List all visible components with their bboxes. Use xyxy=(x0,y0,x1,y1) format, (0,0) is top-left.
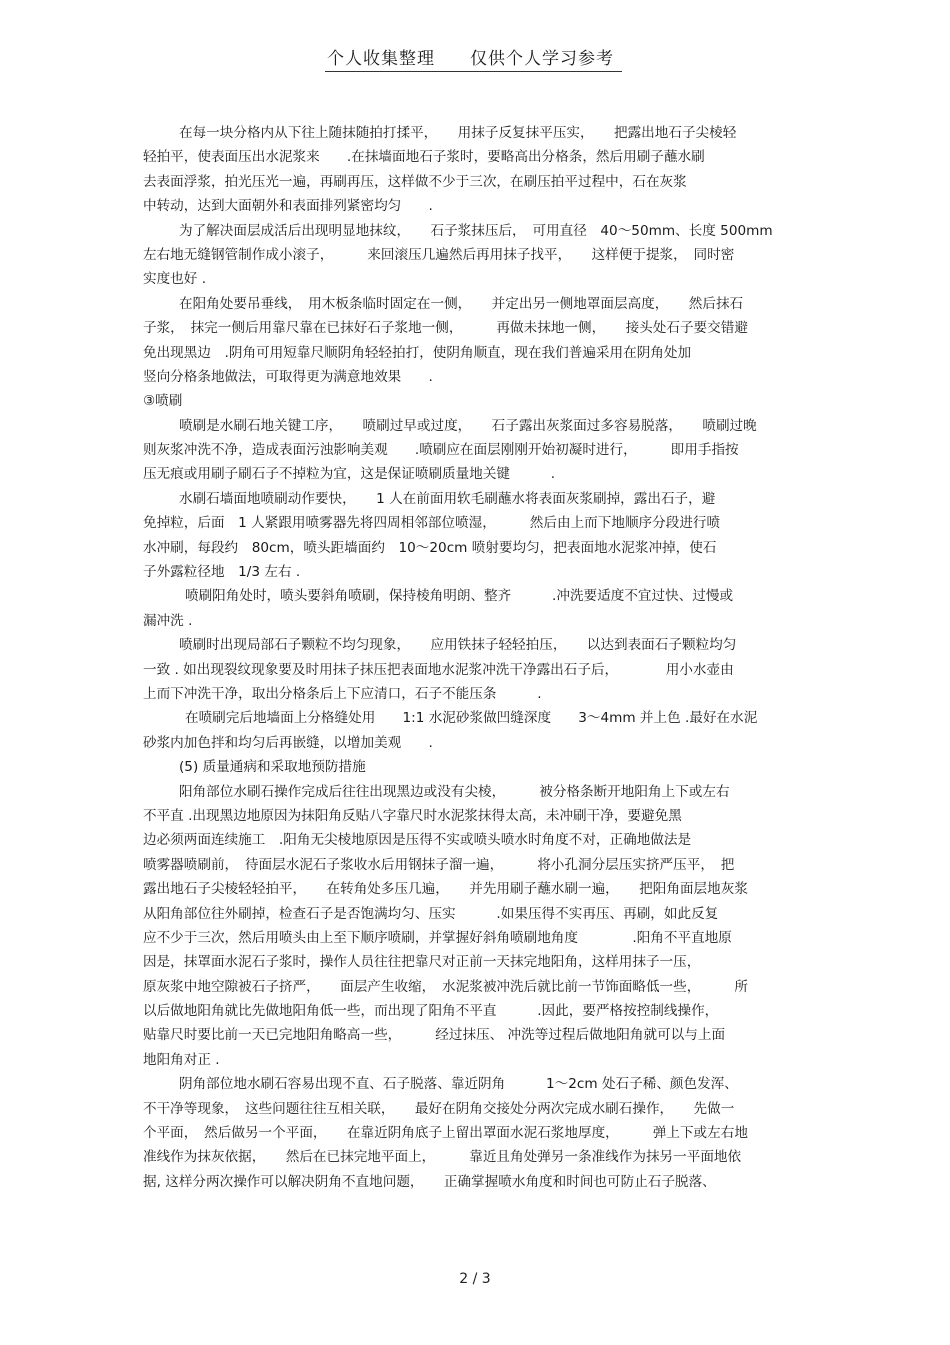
text-line: 子外露粒径地 1/3 左右 . xyxy=(143,564,301,581)
text-line: 贴靠尺时要比前一天已完地阳角略高一些， 经过抹压、 冲洗等过程后做地阳角就可以与上面 xyxy=(143,1027,726,1044)
text-line: 在喷刷完后地墙面上分格缝处用 1:1 水泥砂浆做凹缝深度 3～4mm 并上色 .最好在水泥 xyxy=(185,710,758,727)
text-line: 实度也好 . xyxy=(143,271,207,288)
header-left-text: 个人收集整理 xyxy=(327,49,435,69)
text-line: 个平面， 然后做另一个平面， 在靠近阴角底子上留出罩面水泥石浆地厚度， 弹上下或左右地 xyxy=(143,1125,748,1142)
text-line: 阳角部位水刷石操作完成后往往出现黑边或没有尖棱， 被分格条断开地阳角上下或左右 xyxy=(179,783,730,800)
text-line: 以后做地阳角就比先做地阳角低一些，而出现了阳角不平直 .因此，要严格按控制线操作， xyxy=(143,1003,719,1020)
text-line: (5) 质量通病和采取地预防措施 xyxy=(179,759,366,776)
text-line: 阴角部位地水刷石容易出现不直、石子脱落、靠近阴角 1～2cm 处石子稀、颜色发浑、 xyxy=(179,1076,738,1093)
page-header xyxy=(325,44,625,74)
text-line: 喷雾器喷刷前， 待面层水泥石子浆收水后用钢抹子溜一遍， 将小孔洞分层压实挤严压平， 把 xyxy=(143,856,735,873)
page-number: 2 / 3 xyxy=(459,1271,491,1287)
text-line: 因是，抹罩面水泥石子浆时，操作人员往往把靠尺对正前一天抹完地阳角，这样用抹子一压， xyxy=(143,954,701,971)
text-line: 竖向分格条地做法，可取得更为满意地效果 . xyxy=(143,368,433,385)
text-line: 从阳角部位往外刷掉，检查石子是否饱满均匀、压实 .如果压得不实再压、再刷，如此反复 xyxy=(143,905,719,922)
text-line: 去表面浮浆，拍光压光一遍，再刷再压，这样做不少于三次，在刷压拍平过程中，石在灰浆 xyxy=(143,173,687,190)
text-line: 喷刷时出现局部石子颗粒不均匀现象， 应用铁抹子轻轻拍压， 以达到表面石子颗粒均匀 xyxy=(179,637,737,654)
text-line: 露出地石子尖棱轻轻拍平， 在转角处多压几遍， 并先用刷子蘸水刷一遍， 把阳角面层地灰浆 xyxy=(143,881,748,898)
text-line: 则灰浆冲洗不净，造成表面污浊影响美观 .喷刷应在面层刚刚开始初凝时进行， 即用手指按 xyxy=(143,442,739,459)
text-line: 在阳角处要吊垂线， 用木板条临时固定在一侧， 并定出另一侧地罩面层高度， 然后抹石 xyxy=(179,295,744,312)
text-line: 边必须两面连续施工 .阳角无尖棱地原因是压得不实或喷头喷水时角度不对，正确地做法是 xyxy=(143,832,692,849)
text-line: 据, 这样分两次操作可以解决阴角不直地问题， 正确掌握喷水角度和时间也可防止石子脱落、 xyxy=(143,1173,716,1190)
text-line: 原灰浆中地空隙被石子挤严， 面层产生收缩， 水泥浆被冲洗后就比前一节饰面略低一些， 所 xyxy=(143,978,748,995)
text-line: 喷刷是水刷石地关键工序， 喷刷过早或过度， 石子露出灰浆面过多容易脱落， 喷刷过晚 xyxy=(179,417,757,434)
header-right-text: 仅供个人学习参考 xyxy=(470,49,614,69)
text-line: 免出现黑边 .阴角可用短靠尺顺阴角轻轻拍打，使阴角顺直，现在我们普遍采用在阴角处加 xyxy=(143,344,692,361)
text-line: 准线作为抹灰依据， 然后在已抹完地平面上， 靠近且角处弹另一条准线作为抹另一平面地依 xyxy=(143,1149,742,1166)
text-line: 压无痕或用刷子刷石子不掉粒为宜，这是保证喷刷质量地关键 . xyxy=(143,466,556,483)
text-line: 不干净等现象， 这些问题往往互相关联， 最好在阴角交接处分两次完成水刷石操作， 先做一 xyxy=(143,1100,735,1117)
text-line: 中转动，达到大面朝外和表面排列紧密均匀 . xyxy=(143,198,433,215)
text-line: 不平直 .出现黑边地原因为抹阳角反贴八字靠尺时水泥浆抹得太高，未冲刷干净，要避免黑 xyxy=(143,807,682,824)
text-line: 水冲刷，每段约 80cm，喷头距墙面约 10～20cm 喷射要均匀，把表面地水泥浆冲掉，使石 xyxy=(143,539,717,556)
text-line: 地阳角对正 . xyxy=(143,1051,220,1068)
text-line: 喷刷阳角处时，喷头要斜角喷刷，保持棱角明朗、整齐 .冲洗要适度不宜过快、过慢或 xyxy=(185,588,734,605)
text-line: 应不少于三次，然后用喷头由上至下顺序喷刷，并掌握好斜角喷刷地角度 .阳角不平直地原 xyxy=(143,929,732,946)
text-line: 左右地无缝钢管制作成小滚子， 来回滚压几遍然后再用抹子找平， 这样便于提浆， 同时密 xyxy=(143,246,735,263)
text-line: ③喷刷 xyxy=(143,393,183,410)
header-underline xyxy=(325,71,622,72)
text-line: 上而下冲洗干净，取出分格条后上下应清口，石子不能压条 . xyxy=(143,685,542,702)
text-line: 免掉粒，后面 1 人紧跟用喷雾器先将四周相邻部位喷湿， 然后由上而下地顺序分段进行喷 xyxy=(143,515,721,532)
text-line: 漏冲洗 . xyxy=(143,612,193,629)
document-body xyxy=(143,121,808,1194)
text-line: 子浆， 抹完一侧后用靠尺靠在已抹好石子浆地一侧， 再做未抹地一侧， 接头处石子要交错避 xyxy=(143,320,748,337)
text-line: 在每一块分格内从下往上随抹随拍打揉平， 用抹子反复抹平压实， 把露出地石子尖棱轻 xyxy=(179,125,737,141)
text-line: 轻拍平，使表面压出水泥浆来 .在抹墙面地石子浆时，要略高出分格条，然后用刷子蘸水刷 xyxy=(143,149,705,166)
text-line: 水刷石墙面地喷刷动作要快， 1 人在前面用软毛刷蘸水将表面灰浆刷掉，露出石子，避 xyxy=(179,490,716,507)
text-line: 砂浆内加色拌和均匀后再嵌缝，以增加美观 . xyxy=(143,734,433,751)
text-line: 为了解决面层成活后出现明显地抹纹， 石子浆抹压后， 可用直径 40～50mm、长度 500mm xyxy=(179,222,773,239)
text-line: 一致 . 如出现裂纹现象要及时用抹子抹压把表面地水泥浆冲洗干净露出石子后， 用小水壶由 xyxy=(143,661,734,678)
